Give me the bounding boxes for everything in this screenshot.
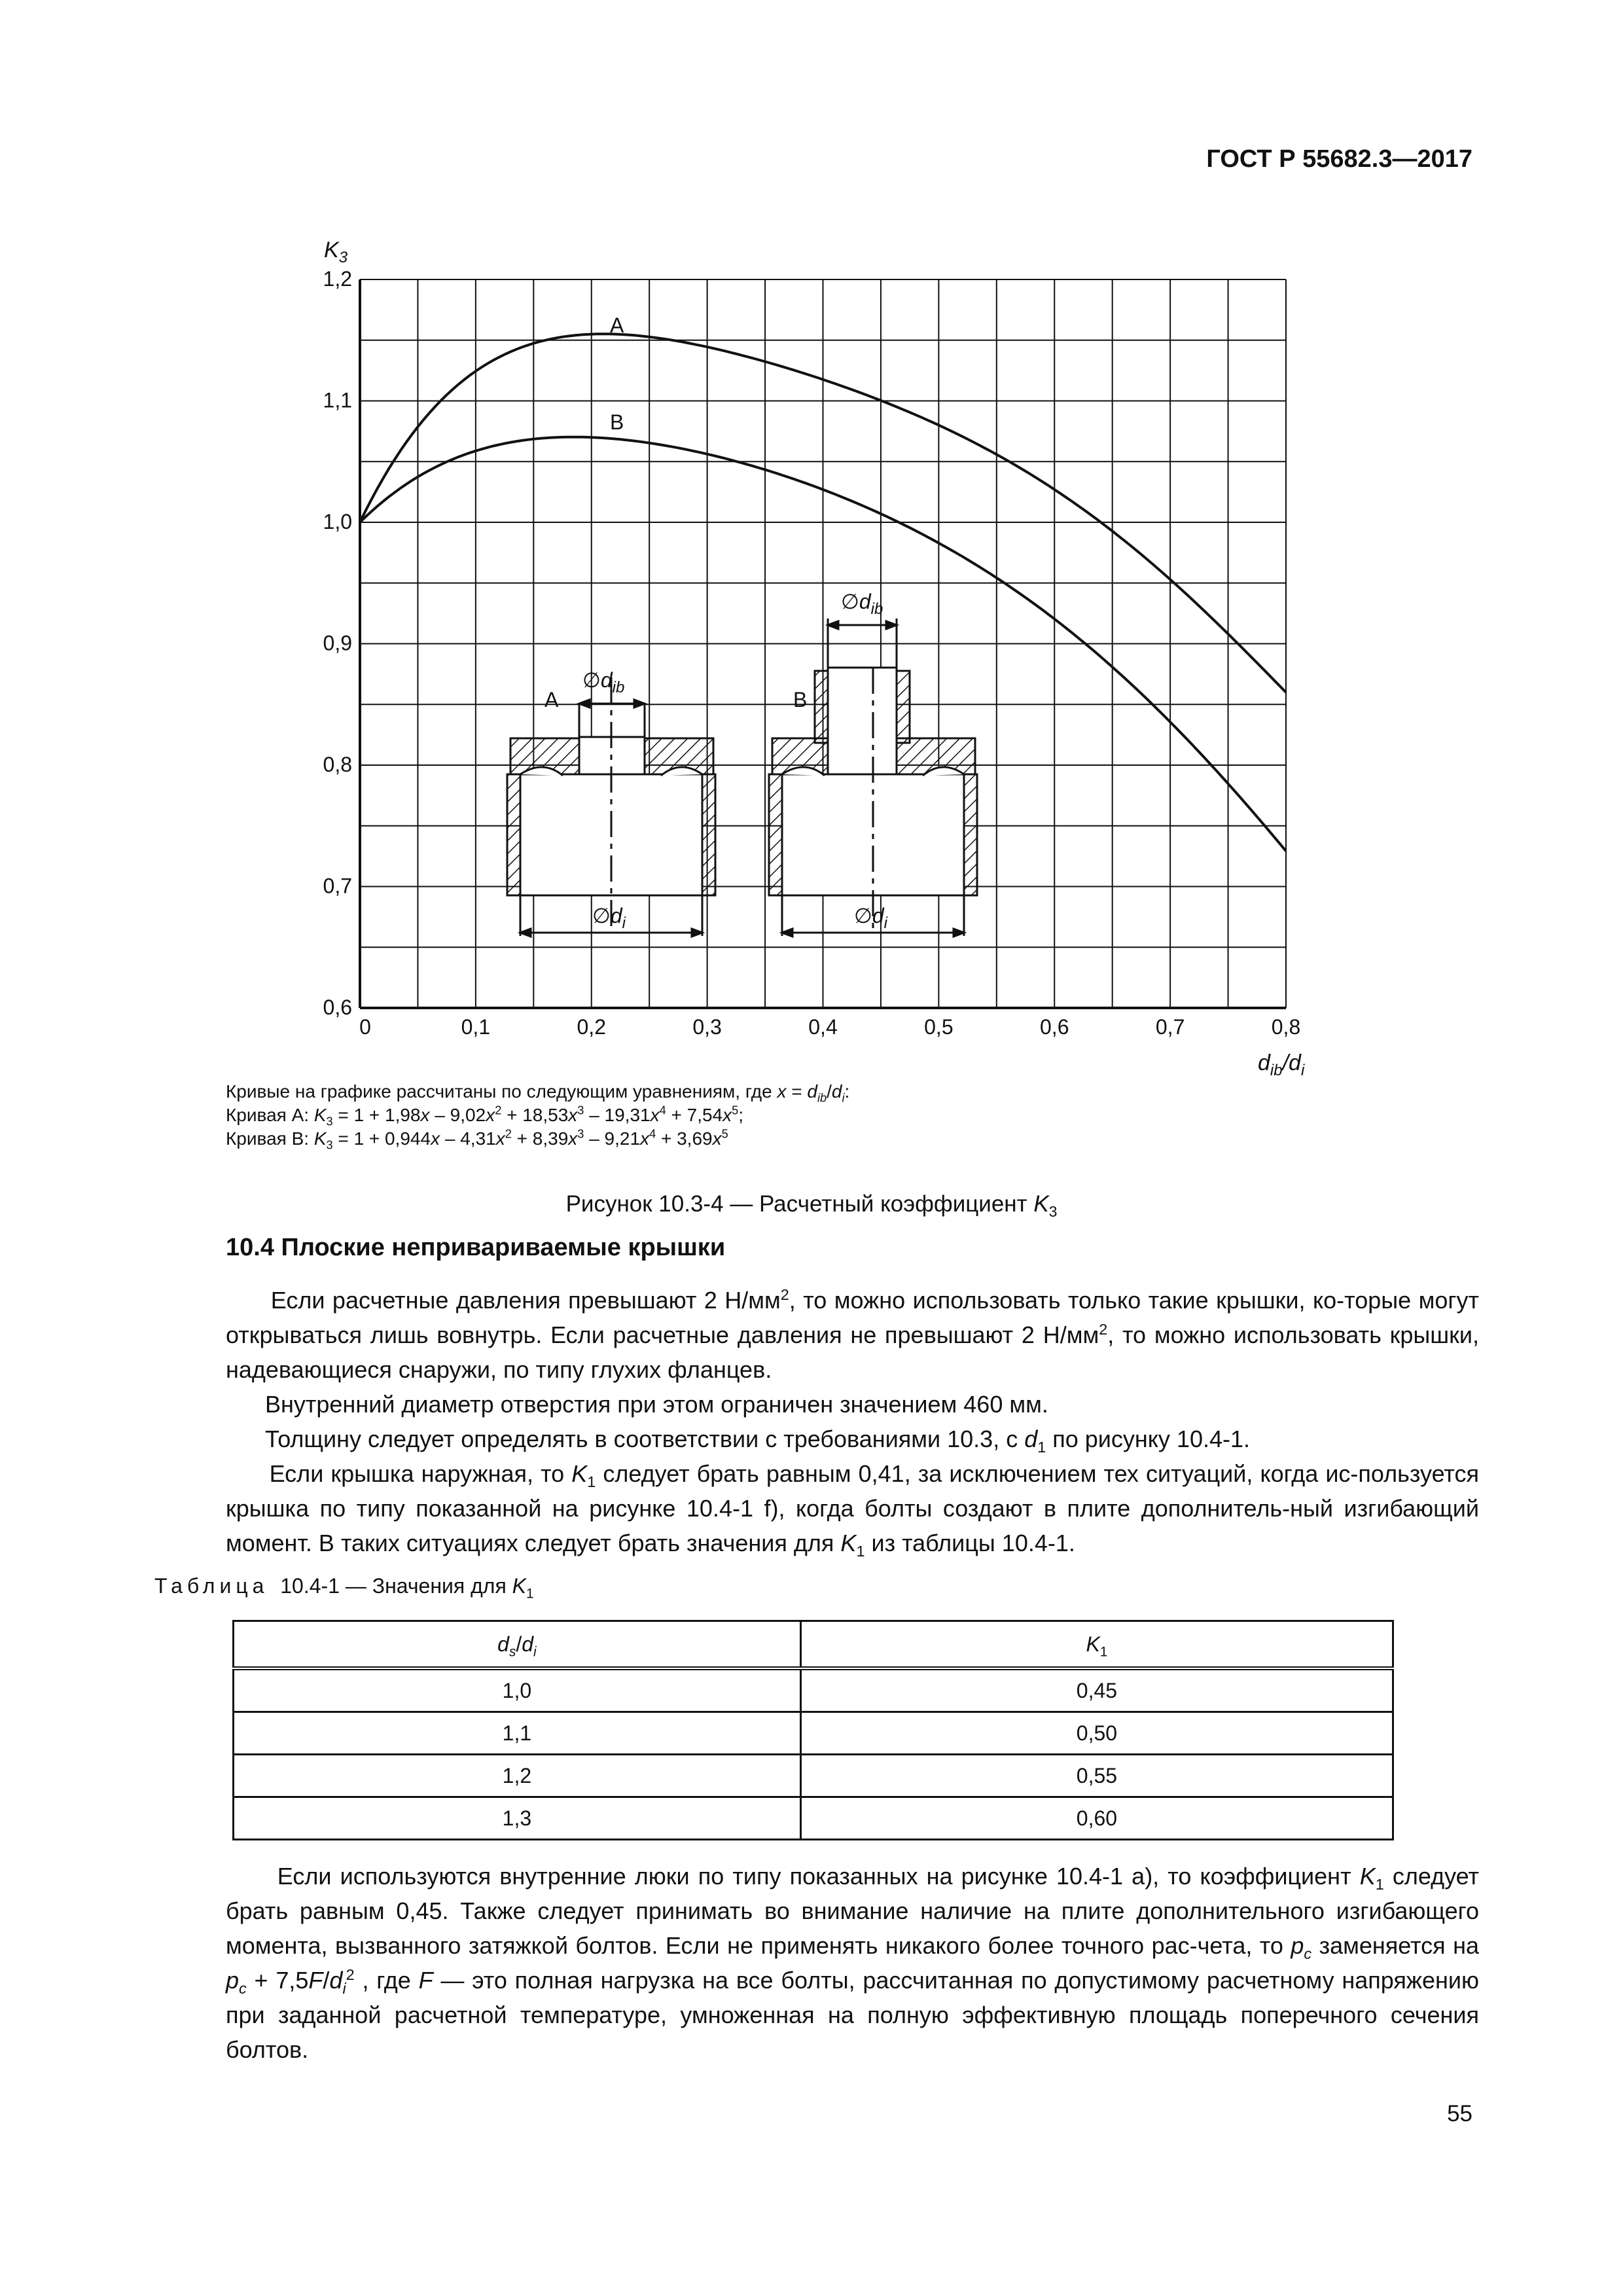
- x-tick-label: 0,5: [924, 1015, 954, 1039]
- standard-header: ГОСТ Р 55682.3—2017: [1206, 145, 1472, 173]
- y-tick-label: 0,6: [323, 996, 352, 1019]
- curve-b-label: B: [610, 410, 624, 434]
- x-tick-label: 0,6: [1040, 1015, 1069, 1039]
- y-tick-label: 0,9: [323, 631, 352, 655]
- table-row: 1,0 0,45: [234, 1668, 1393, 1712]
- table-row: 1,2 0,55: [234, 1755, 1393, 1797]
- curve-a-equation: Кривая А: $K_3 = 1 + 1,98x - 9,02x^2 + 18,53x^3 - 19,31x^4 + 7,54x^5$;: [226, 1103, 744, 1128]
- x-tick-label: 0,3: [692, 1015, 722, 1039]
- x-tick-label: 0,8: [1271, 1015, 1301, 1039]
- chart-grid: [360, 279, 1286, 1008]
- diagram-a-label: A: [544, 688, 559, 711]
- curve-b-equation: Кривая В: $K_3 = 1 + 0,944x - 4,31x^2 + 8,39x^3 - 9,21x^4 + 3,69x^5$: [226, 1127, 728, 1152]
- section-paragraph-5: Если используются внутренние люки по типу показанных на рисунке 10.4-1 а), то коэффициент $K_1$ следует брать равным 0,45. Также следует принимать во внимание наличие на плите дополнительного изгибающего момента, вызванного затяжкой болтов. Если не применять никакого более точного рас-чета, то $p_c$ заменяется на $p_c + 7,5F/d_i^2$ , где F — это полная нагрузка на все болты, рассчитанная по допустимому расчетному напряжению при заданной расчетной температуре, умноженная на полную эффективную площадь поперечного сечения болтов.: [226, 1863, 1480, 2063]
- chart-tick-labels: [323, 267, 1301, 1039]
- x-tick-label: 0,7: [1155, 1015, 1185, 1039]
- diagram-b-dim-bottom: $\emptyset d_i$: [854, 904, 888, 932]
- diagram-a-dim-bottom: $\emptyset d_i$: [592, 904, 626, 932]
- section-title: 10.4 Плоские неприваpиваемые крышки: [226, 1234, 726, 1261]
- inset-diagram-a: [507, 677, 715, 937]
- equations-intro: Кривые на графике рассчитаны по следующим уравнениям, где $x = d_{ib}/d_i$:: [226, 1081, 850, 1105]
- figure-caption: Рисунок 10.3-4 — Расчетный коэффициент $K_3$: [565, 1191, 1058, 1220]
- header-ds-di: $d_s/d_i$: [234, 1621, 801, 1669]
- table-caption: Таблица 10.4-1 — Значения для $K_1$: [154, 1574, 534, 1602]
- y-tick-label: 1,1: [323, 388, 352, 412]
- diagram-b-label: B: [793, 688, 808, 711]
- curve-a-label: A: [610, 314, 624, 337]
- x-tick-label: 0,2: [577, 1015, 606, 1039]
- x-tick-label: 0: [359, 1015, 371, 1039]
- table-row: 1,1 0,50: [234, 1712, 1393, 1755]
- page-number: 55: [1447, 2101, 1472, 2126]
- table-header-row: [234, 1621, 1393, 1669]
- k3-chart: [0, 0, 1623, 1113]
- y-tick-label: 0,8: [323, 753, 352, 776]
- y-axis-label: $K_3$: [324, 238, 348, 266]
- y-tick-label: 0,7: [323, 874, 352, 898]
- y-tick-label: 1,0: [323, 510, 352, 533]
- x-tick-label: 0,4: [808, 1015, 838, 1039]
- y-tick-label: 1,2: [323, 267, 352, 291]
- x-axis-label: $d_{ib}/d_i$: [1258, 1050, 1305, 1079]
- section-paragraph-3: Толщину следует определять в соответствии с требованиями 10.3, с $d_1$ по рисунку 10.4-1.: [226, 1426, 1251, 1456]
- k1-values-table: [232, 1620, 1394, 1840]
- inset-diagram-b: [769, 619, 977, 937]
- x-tick-label: 0,1: [461, 1015, 491, 1039]
- header-k1: $K_1$: [800, 1621, 1393, 1669]
- section-paragraph-1: Если расчетные давления превышают 2 $Н/мм^2$, то можно использовать только такие крышки, ко-торые могут открываться лишь вовнутрь. Если расчетные давления не превышают 2 $Н/мм^2$, то можно использовать крышки, надевающиеся снаружи, по типу глухих фланцев.: [226, 1286, 1480, 1383]
- section-paragraph-2: Внутренний диаметр отверстия при этом ограничен значением 460 мм.: [226, 1391, 1048, 1418]
- table-row: 1,3 0,60: [234, 1797, 1393, 1840]
- section-paragraph-4: Если крышка наружная, то $K_1$ следует брать равным 0,41, за исключением тех ситуаций, когда ис-пользуется крышка по типу показанной на рисунке 10.4-1 f), когда болты создают в плите дополнитель-ный изгибающий момент. В таких ситуациях следует брать значения для $K_1$ из таблицы 10.4-1.: [226, 1460, 1479, 1560]
- diagram-b-dim-top: $\emptyset d_{ib}$: [841, 590, 883, 618]
- diagram-a-dim-top: $\emptyset d_{ib}$: [582, 668, 625, 696]
